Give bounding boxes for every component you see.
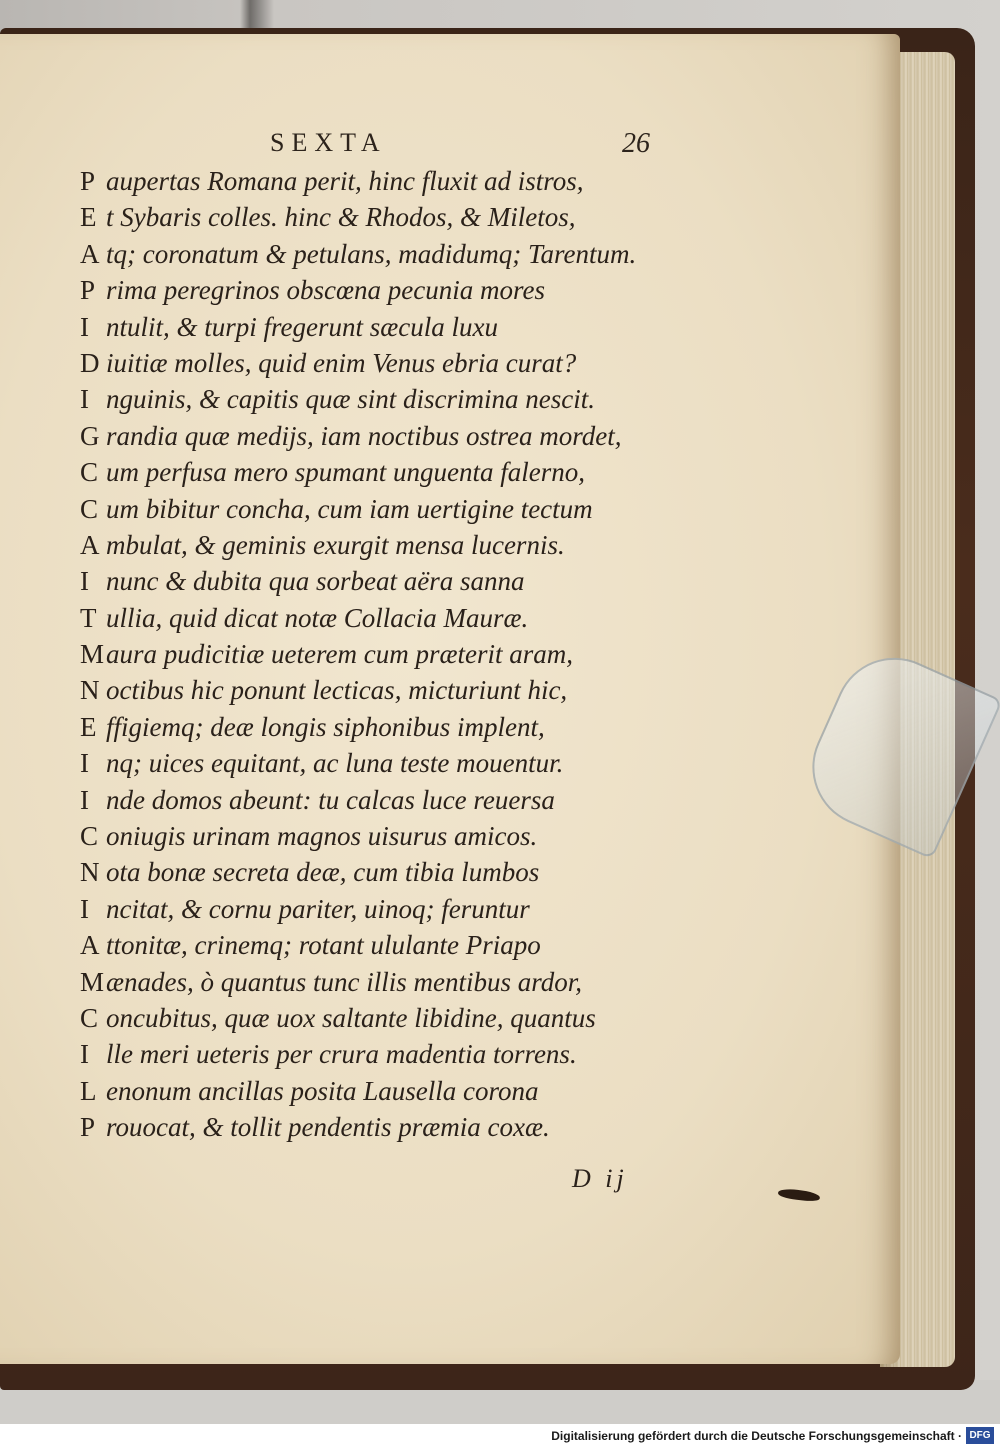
verse-text: rima peregrinos obscœna pecunia mores <box>106 275 545 306</box>
verse-initial: A <box>80 238 100 269</box>
verse-text: ullia, quid dicat notæ Collacia Mauræ. <box>106 602 529 633</box>
verse-initial: E <box>80 711 97 742</box>
verse-line <box>80 1073 720 1109</box>
signature-mark: D ij <box>572 1164 628 1193</box>
verse-line <box>80 891 720 927</box>
verse-line <box>80 272 720 308</box>
verse-text: tq; coronatum & petulans, madidumq; Tarentum. <box>106 238 637 269</box>
verse-initial: N <box>80 857 100 888</box>
verse-line <box>80 636 720 672</box>
verse-line <box>80 854 720 890</box>
verse-text: iuitiæ molles, quid enim Venus ebria curat? <box>106 347 577 378</box>
verse-initial: P <box>80 1112 96 1143</box>
verse-line <box>80 745 720 781</box>
verse-text: ota bonæ secreta deæ, cum tibia lumbos <box>106 857 540 888</box>
verse-initial: T <box>80 602 97 633</box>
verse-text: octibus hic ponunt lecticas, micturiunt hic, <box>106 675 568 706</box>
verse-text: t Sybaris colles. hinc & Rhodos, & Miletos, <box>106 202 576 233</box>
verse-text: aupertas Romana perit, hinc fluxit ad istros, <box>106 166 584 196</box>
verse-line <box>80 418 720 454</box>
verse-line <box>80 818 720 854</box>
verse-initial: N <box>80 675 100 706</box>
verse-line <box>80 491 720 527</box>
verse-line <box>80 964 720 1000</box>
verse-initial: L <box>80 1075 97 1106</box>
verse-line <box>80 563 720 599</box>
verse-initial: A <box>80 529 100 560</box>
verse-line <box>80 454 720 490</box>
running-title: SEXTA <box>270 128 387 157</box>
verse-text: um bibitur concha, cum iam uertigine tectum <box>106 493 593 524</box>
verse-text: nq; uices equitant, ac luna teste mouentur. <box>106 748 564 779</box>
verse-initial: A <box>80 930 100 961</box>
digitization-credit: Digitalisierung gefördert durch die Deutsche Forschungsgemeinschaft · <box>551 1429 962 1443</box>
dfg-logo-icon: DFG <box>966 1427 994 1444</box>
verse-text: nunc & dubita qua sorbeat aëra sanna <box>106 566 525 597</box>
verse-initial: I <box>80 1039 89 1070</box>
verse-block <box>80 163 720 1146</box>
verse-line <box>80 709 720 745</box>
verse-initial: I <box>80 566 89 597</box>
verse-initial: D <box>80 347 100 378</box>
verse-initial: E <box>80 202 97 233</box>
verse-initial: C <box>80 493 99 524</box>
verse-text: ncitat, & cornu pariter, uinoq; feruntur <box>106 893 530 924</box>
verse-initial: I <box>80 311 89 342</box>
verse-text: aura pudicitiæ ueterem cum præterit aram, <box>106 639 573 670</box>
verse-text: rouocat, & tollit pendentis præmia coxæ. <box>106 1112 550 1143</box>
verse-text: randia quæ medijs, iam noctibus ostrea mordet, <box>106 420 622 451</box>
verse-initial: I <box>80 384 89 415</box>
verse-line <box>80 927 720 963</box>
verse-line <box>80 527 720 563</box>
verse-initial: M <box>80 966 105 997</box>
verse-line <box>80 381 720 417</box>
verse-line <box>80 163 720 199</box>
verse-line <box>80 1109 720 1145</box>
page-number: 26 <box>622 128 650 159</box>
verse-line <box>80 309 720 345</box>
verse-line <box>80 345 720 381</box>
verse-text: ntulit, & turpi fregerunt sæcula luxu <box>106 311 498 342</box>
verse-initial: M <box>80 639 105 670</box>
verse-initial: C <box>80 457 99 488</box>
verse-initial: G <box>80 420 100 451</box>
verse-text: ffigiemq; deæ longis siphonibus implent, <box>106 711 545 742</box>
verse-text: oncubitus, quæ uox saltante libidine, quantus <box>106 1002 596 1033</box>
verse-line <box>80 1036 720 1072</box>
verse-line <box>80 236 720 272</box>
verse-text: mbulat, & geminis exurgit mensa lucernis. <box>106 529 565 560</box>
verse-line <box>80 1000 720 1036</box>
verse-text: nguinis, & capitis quæ sint discrimina nescit. <box>106 384 596 415</box>
verse-line <box>80 199 720 235</box>
verse-initial: P <box>80 166 96 196</box>
verse-text: nde domos abeunt: tu calcas luce reuersa <box>106 784 555 815</box>
verse-text: ænades, ò quantus tunc illis mentibus ardor, <box>106 966 583 997</box>
verse-initial: I <box>80 784 89 815</box>
verse-initial: C <box>80 1002 99 1033</box>
verse-line <box>80 600 720 636</box>
verse-text: ttonitæ, crinemq; rotant ululante Priapo <box>106 930 541 961</box>
verse-text: lle meri ueteris per crura madentia torrens. <box>106 1039 577 1070</box>
verse-text: um perfusa mero spumant unguenta falerno, <box>106 457 585 488</box>
verse-initial: C <box>80 821 99 852</box>
verse-text: oniugis urinam magnos uisurus amicos. <box>106 821 538 852</box>
verse-line <box>80 672 720 708</box>
verse-initial: P <box>80 275 96 306</box>
verse-text: enonum ancillas posita Lausella corona <box>106 1075 539 1106</box>
verse-line <box>80 782 720 818</box>
verse-initial: I <box>80 893 89 924</box>
verse-initial: I <box>80 748 89 779</box>
